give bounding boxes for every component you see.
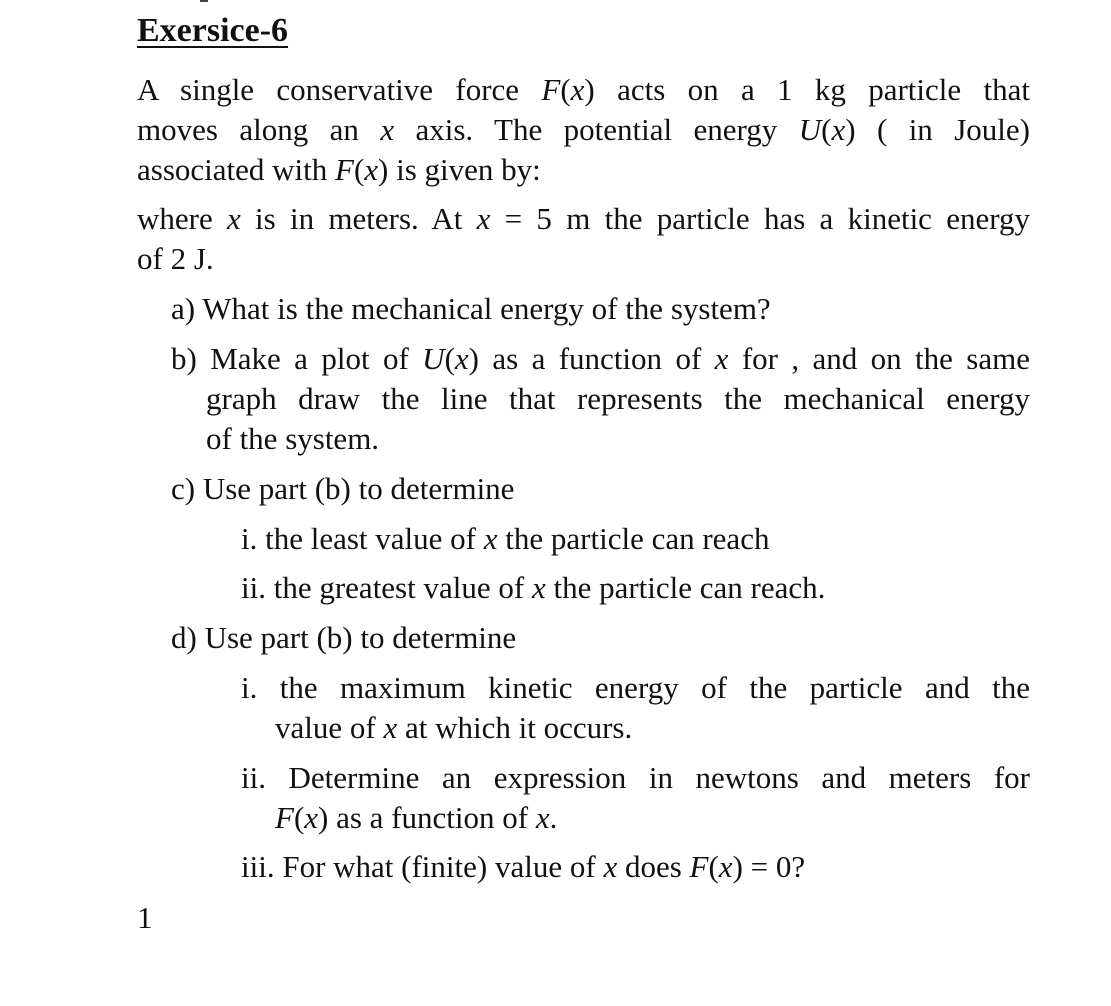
top-edge-mark: [200, 0, 208, 2]
intro-line-1: A single conservative force F(x) acts on a 1 kg particle that: [137, 72, 1030, 107]
question-a: a) What is the mechanical energy of the system?: [171, 291, 771, 326]
question-b-line-1: b) Make a plot of U(x) as a function of x for , and on the same: [171, 341, 1030, 376]
page-number: 1: [137, 900, 153, 935]
intro-line-3: associated with F(x) is given by:: [137, 152, 541, 187]
question-d-ii-line-1: ii. Determine an expression in newtons and meters for: [241, 760, 1030, 795]
question-b-line-3: of the system.: [206, 421, 380, 456]
question-b-line-2: graph draw the line that represents the mechanical energy: [206, 381, 1030, 416]
question-c-i: i. the least value of x the particle can reach: [241, 521, 770, 556]
question-d-i-line-1: i. the maximum kinetic energy of the particle and the: [241, 670, 1030, 705]
exercise-title: Exersice-6: [137, 12, 289, 49]
question-d-ii-line-2: F(x) as a function of x.: [275, 800, 558, 835]
question-d-heading: d) Use part (b) to determine: [171, 620, 517, 655]
given-line-1: where x is in meters. At x = 5 m the particle has a kinetic energy: [137, 201, 1030, 236]
question-c-heading: c) Use part (b) to determine: [171, 471, 515, 506]
intro-line-2: moves along an x axis. The potential energy U(x) ( in Joule): [137, 112, 1030, 147]
question-d-i-line-2: value of x at which it occurs.: [275, 710, 633, 745]
question-d-iii: iii. For what (finite) value of x does F(x) = 0?: [241, 849, 806, 884]
question-c-ii: ii. the greatest value of x the particle can reach.: [241, 570, 826, 605]
given-line-2: of 2 J.: [137, 241, 214, 276]
